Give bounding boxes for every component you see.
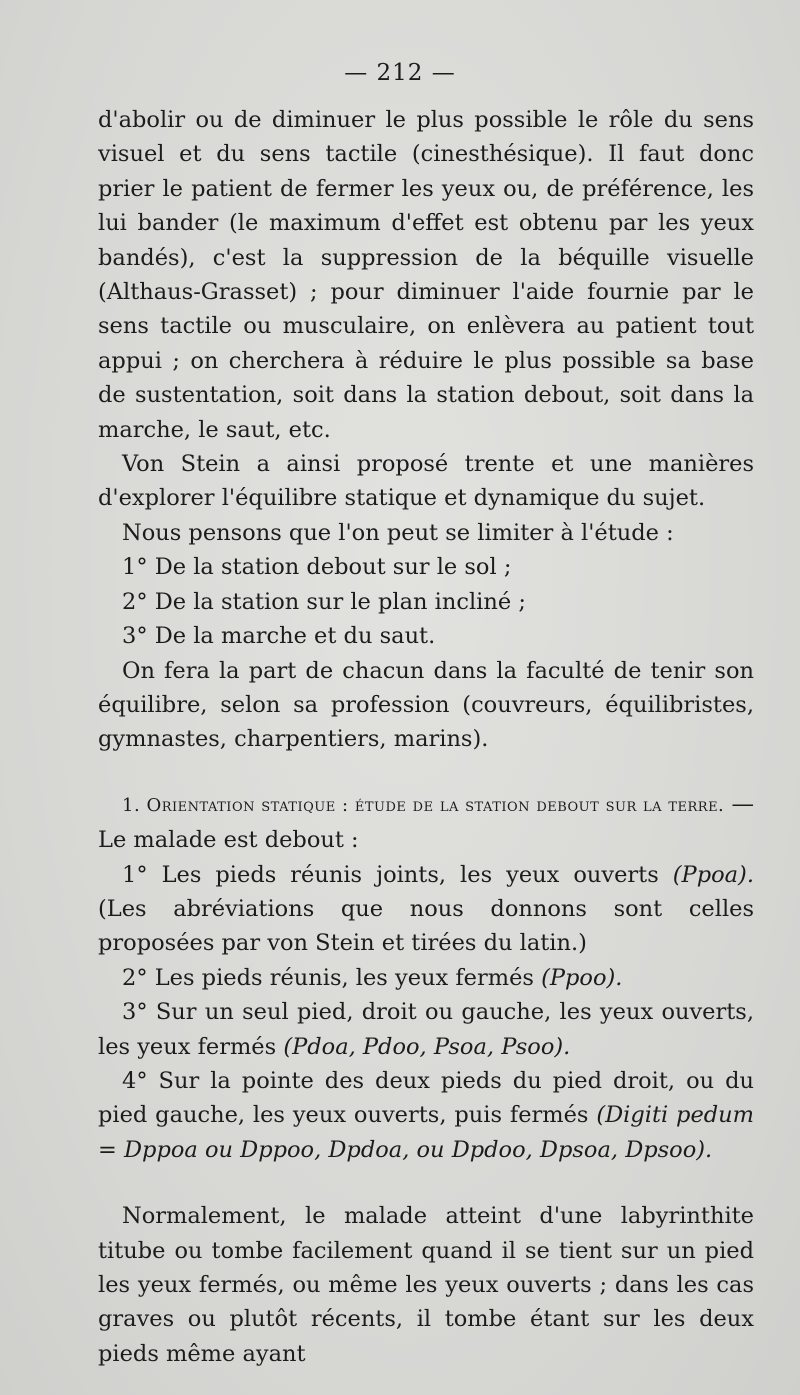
- test-item-note: (Les abréviations que nous donnons sont celles proposées par von Stein et tirées du latin.): [98, 895, 754, 957]
- abbreviation: (Ppoo).: [541, 964, 623, 991]
- test-item-text: 3° Sur un seul pied, droit ou gauche, les yeux ouverts, les yeux fermés: [98, 999, 754, 1060]
- list-item-marche-saut: 3° De la marche et du saut.: [122, 623, 436, 650]
- test-item-text: 4° Sur la pointe des deux pieds du pied droit, ou du pied gauche, les yeux ouverts, puis fermés: [98, 1067, 754, 1129]
- paragraph-von-stein: Von Stein a ainsi proposé trente et une manières d'explorer l'équilibre statique et dynamique du sujet.: [98, 451, 754, 512]
- body-text: [98, 103, 754, 1371]
- paragraph-limit: Nous pensons que l'on peut se limiter à l'étude :: [122, 519, 674, 546]
- section-heading: 1. Orientation statique : étude de la station debout sur la terre.: [122, 794, 725, 816]
- section-heading-paragraph: [98, 787, 754, 858]
- test-item-ppoa: [98, 858, 754, 961]
- test-item-text: 2° Les pieds réunis, les yeux fermés: [122, 964, 542, 991]
- list-item-station-sol: 1° De la station debout sur le sol ;: [122, 554, 512, 581]
- abbreviation: (Digiti pedum = Dppoa ou Dppoo, Dpdoa, ou Dpdoo, Dpsoa, Dpsoo).: [98, 1102, 754, 1163]
- list-item-plan-incline: 2° De la station sur le plan incliné ;: [122, 588, 526, 615]
- paragraph-normalement: Normalement, le malade atteint d'une labyrinthite titube ou tombe facilement quand il se tient sur un pied les yeux fermés, ou même les yeux ouverts ; dans les cas graves ou plutôt récents, il tombe étant sur les deux pieds même ayant: [98, 1203, 754, 1367]
- abbreviation: (Ppoa).: [672, 861, 754, 888]
- test-item-single-foot: [98, 995, 754, 1064]
- paragraph-profession: On fera la part de chacun dans la faculté de tenir son équilibre, selon sa profession (couvreurs, équilibristes, gymnastes, charpentiers, marins).: [98, 657, 754, 753]
- paragraph-continued: d'abolir ou de diminuer le plus possible le rôle du sens visuel et du sens tactile (cinesthésique). Il faut donc prier le patient de fermer les yeux ou, de préférence, les lui bander (le maximum d'effet est obtenu par les yeux bandés), c'est la suppression de la béquille visuelle (Althaus-Grasset) ; pour diminuer l'aide fournie par le sens tactile ou musculaire, on enlèvera au patient tout appui ; on cherchera à réduire le plus possible sa base de sustentation, soit dans la station debout, soit dans la marche, le saut, etc.: [98, 107, 754, 443]
- abbreviation: (Pdoa, Pdoo, Psoa, Psoo).: [283, 1033, 571, 1060]
- test-item-text: 1° Les pieds réunis joints, les yeux ouverts: [122, 861, 673, 888]
- test-item-tiptoe: [98, 1064, 754, 1167]
- section-lead: — Le malade est debout :: [98, 790, 754, 854]
- test-item-ppoo: [98, 961, 754, 995]
- page-number: — 212 —: [344, 60, 456, 86]
